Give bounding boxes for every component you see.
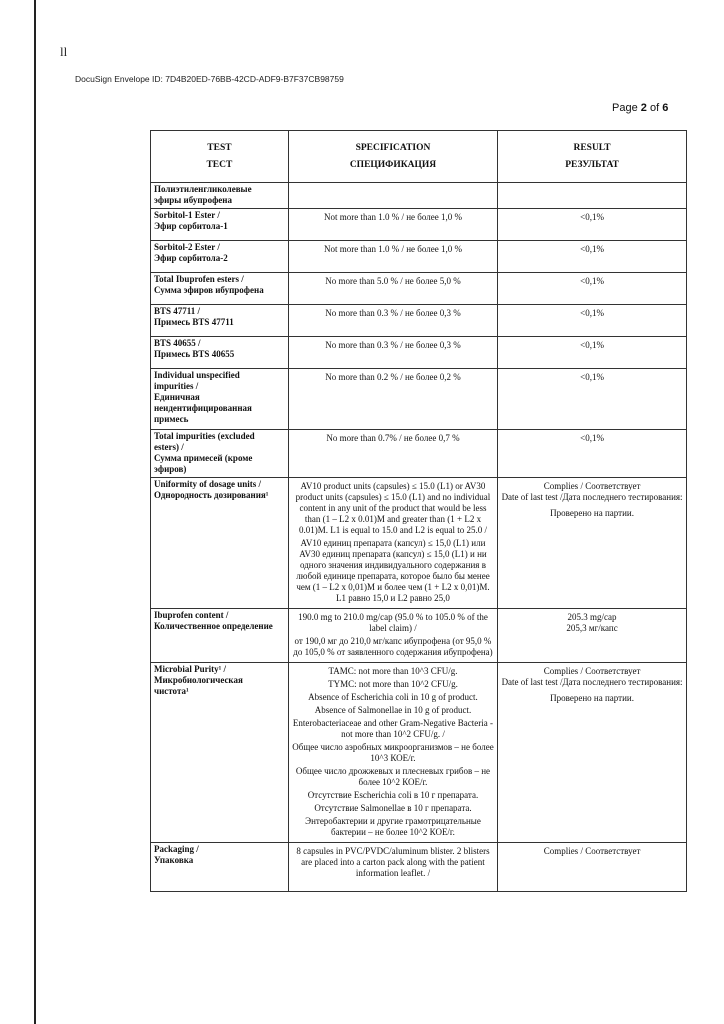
result-line: 205.3 mg/cap — [567, 612, 617, 622]
header-spec — [288, 131, 497, 183]
spec-line: TYMC: not more than 10^2 CFU/g. — [328, 679, 458, 689]
spec-line: No more than 5.0 % / не более 5,0 % — [325, 276, 461, 286]
spec-line: AV10 единиц препарата (капсул) ≤ 15,0 (L1) или AV30 единиц препарата (капсул) ≤ 15,0 (L1) и ни одного значения индивидуального содержания в любой единице препарата, которое было бы менее чем (1 – L2 x 0,01)M и более чем (1 + L2 x 0,01)M. L1 равно 15,0 и L2 равно 25,0 — [296, 538, 490, 603]
test-cell — [151, 241, 289, 273]
spec-line: Not more than 1.0 % / не более 1,0 % — [323, 212, 462, 222]
spec-line: Общее число аэробных микроорганизмов – не более 10^3 КОЕ/г. — [292, 742, 494, 763]
spec-cell — [288, 209, 497, 241]
header-test-en: TEST — [207, 143, 232, 153]
table-row — [151, 430, 687, 478]
table-row — [151, 663, 687, 843]
result-line: Date of last test /Дата последнего тестирования: — [501, 677, 683, 687]
result-cell — [498, 430, 687, 478]
test-line: Сумма примесей (кроме — [154, 453, 253, 463]
result-line: <0,1% — [580, 372, 604, 382]
table-row — [151, 337, 687, 369]
header-result-ru: РЕЗУЛЬТАТ — [565, 160, 619, 170]
spec-line: No more than 0.3 % / не более 0,3 % — [325, 340, 461, 350]
spec-line: AV10 product units (capsules) ≤ 15.0 (L1) or AV30 product units (capsules) ≤ 15.0 (L1) and no individual content in any unit of the product that would be less than (1 – L2 x 0.01)M and greater than (1 + L2 x 0.01)M. L1 is equal to 15.0 and L2 is equal to 25.0 / — [295, 481, 491, 535]
test-line: Individual unspecified — [154, 370, 240, 380]
result-line: Complies / Соответствует — [543, 666, 641, 676]
test-line: impurities / — [154, 381, 199, 391]
spec-cell — [288, 241, 497, 273]
test-line: Total Ibuprofen esters / — [154, 274, 244, 284]
page-of: of — [649, 102, 660, 114]
corner-mark: ll — [60, 44, 68, 59]
test-line: Эфир сорбитола-2 — [154, 253, 228, 263]
spec-line: No more than 0.7% / не более 0,7 % — [326, 433, 460, 443]
result-line: Complies / Соответствует — [543, 846, 641, 856]
spec-cell — [288, 183, 497, 209]
result-cell — [498, 843, 687, 892]
test-cell — [151, 430, 289, 478]
table-row — [151, 478, 687, 609]
result-line: <0,1% — [580, 433, 604, 443]
table-row — [151, 241, 687, 273]
result-cell — [498, 273, 687, 305]
spec-line: TAMC: not more than 10^3 CFU/g. — [328, 666, 458, 676]
test-line: Sorbitol-2 Ester / — [154, 242, 220, 252]
test-line: чистота¹ — [154, 686, 189, 696]
test-cell — [151, 305, 289, 337]
test-line: неидентифицированная — [154, 403, 252, 413]
header-result — [498, 131, 687, 183]
spec-cell — [288, 369, 497, 430]
test-line: BTS 47711 / — [154, 306, 201, 316]
result-cell — [498, 369, 687, 430]
test-cell — [151, 663, 289, 843]
test-line: BTS 40655 / — [154, 338, 201, 348]
test-cell — [151, 478, 289, 609]
spec-cell — [288, 273, 497, 305]
test-line: Sorbitol-1 Ester / — [154, 210, 220, 220]
result-line: 205,3 мг/капс — [566, 623, 618, 633]
table-row — [151, 305, 687, 337]
spec-cell — [288, 609, 497, 663]
spec-line: Absence of Salmonellae in 10 g of product. — [314, 705, 472, 715]
spec-line: Not more than 1.0 % / не более 1,0 % — [323, 244, 462, 254]
result-line: Complies / Соответствует — [543, 481, 641, 491]
test-line: Microbial Purity¹ / — [154, 664, 227, 674]
header-spec-en: SPECIFICATION — [355, 143, 431, 153]
result-line: <0,1% — [580, 340, 604, 350]
test-line: Количественное определение — [154, 621, 273, 631]
result-line: <0,1% — [580, 276, 604, 286]
spec-cell — [288, 305, 497, 337]
result-cell — [498, 609, 687, 663]
test-line: Однородность дозирования¹ — [154, 490, 269, 500]
result-cell — [498, 241, 687, 273]
spec-line: Общее число дрожжевых и плесневых грибов – не более 10^2 КОЕ/г. — [295, 766, 491, 787]
test-line: Ibuprofen content / — [154, 610, 229, 620]
spec-line: 8 capsules in PVC/PVDC/aluminum blister. 2 blisters are placed into a carton pack along with the patient information leaflet. / — [296, 846, 490, 878]
table-row — [151, 209, 687, 241]
test-line: эфиры ибупрофена — [154, 195, 232, 205]
test-line: Примесь BTS 40655 — [154, 349, 235, 359]
header-spec-ru: СПЕЦИФИКАЦИЯ — [349, 160, 437, 170]
test-line: эфиров) — [154, 464, 187, 474]
table-row — [151, 369, 687, 430]
table-row — [151, 273, 687, 305]
spec-cell — [288, 478, 497, 609]
left-margin-line — [34, 0, 36, 1024]
test-cell — [151, 183, 289, 209]
result-line: <0,1% — [580, 308, 604, 318]
test-line: Эфир сорбитола-1 — [154, 221, 228, 231]
result-cell — [498, 663, 687, 843]
test-line: Единичная — [154, 392, 200, 402]
result-line: Проверено на партии. — [550, 693, 634, 703]
test-line: примесь — [154, 414, 189, 424]
spec-line: 190.0 mg to 210.0 mg/cap (95.0 % to 105.0 % of the label claim) / — [298, 612, 488, 633]
certificate-table — [150, 130, 687, 892]
spec-line: No more than 0.2 % / не более 0,2 % — [325, 372, 461, 382]
page-number — [612, 102, 668, 114]
table-row — [151, 183, 687, 209]
result-line: Проверено на партии. — [550, 508, 634, 518]
test-line: Упаковка — [154, 855, 194, 865]
test-cell — [151, 209, 289, 241]
test-line: esters) / — [154, 442, 184, 452]
page-total: 6 — [662, 102, 669, 114]
table-header-row — [151, 131, 687, 183]
spec-cell — [288, 430, 497, 478]
spec-cell — [288, 663, 497, 843]
spec-cell — [288, 337, 497, 369]
result-cell — [498, 209, 687, 241]
test-cell — [151, 843, 289, 892]
test-cell — [151, 337, 289, 369]
docusign-envelope-id: DocuSign Envelope ID: 7D4B20ED-76BB-42CD-ADF9-B7F37CB98759 — [75, 74, 344, 84]
test-cell — [151, 273, 289, 305]
spec-cell — [288, 843, 497, 892]
result-cell — [498, 478, 687, 609]
test-line: Uniformity of dosage units / — [154, 479, 262, 489]
test-cell — [151, 609, 289, 663]
test-line: Микробиологическая — [154, 675, 243, 685]
header-result-en: RESULT — [573, 143, 611, 153]
test-cell — [151, 369, 289, 430]
result-cell — [498, 305, 687, 337]
test-line: Total impurities (excluded — [154, 431, 255, 441]
spec-line: Absence of Escherichia coli in 10 g of product. — [308, 692, 478, 702]
spec-line: от 190,0 мг до 210,0 мг/капс ибупрофена (от 95,0 % до 105,0 % от заявленного содержания ибупрофена) — [293, 636, 493, 657]
spec-line: Энтеробактерии и другие грамотрицательные бактерии – не более 10^2 КОЕ/г. — [305, 816, 481, 837]
test-line: Packaging / — [154, 844, 199, 854]
result-line: <0,1% — [580, 244, 604, 254]
result-cell — [498, 337, 687, 369]
header-test — [151, 131, 289, 183]
test-line: Примесь BTS 47711 — [154, 317, 234, 327]
page-current: 2 — [640, 102, 647, 114]
spec-line: Отсутствие Escherichia coli в 10 г препарата. — [307, 790, 479, 800]
result-cell — [498, 183, 687, 209]
result-line: <0,1% — [580, 212, 604, 222]
table-body — [151, 183, 687, 892]
test-line: Полиэтиленгликолевые — [154, 184, 252, 194]
page-prefix: Page — [612, 102, 638, 114]
spec-line: Отсутствие Salmonellae в 10 г препарата. — [314, 803, 472, 813]
header-test-ru: ТЕСТ — [206, 160, 233, 170]
spec-line: Enterobacteriaceae and other Gram-Negative Bacteria - not more than 10^2 CFU/g. / — [292, 718, 494, 739]
test-line: Сумма эфиров ибупрофена — [154, 285, 264, 295]
table-row — [151, 843, 687, 892]
result-line: Date of last test /Дата последнего тестирования: — [501, 492, 683, 502]
spec-line: No more than 0.3 % / не более 0,3 % — [325, 308, 461, 318]
table-row — [151, 609, 687, 663]
